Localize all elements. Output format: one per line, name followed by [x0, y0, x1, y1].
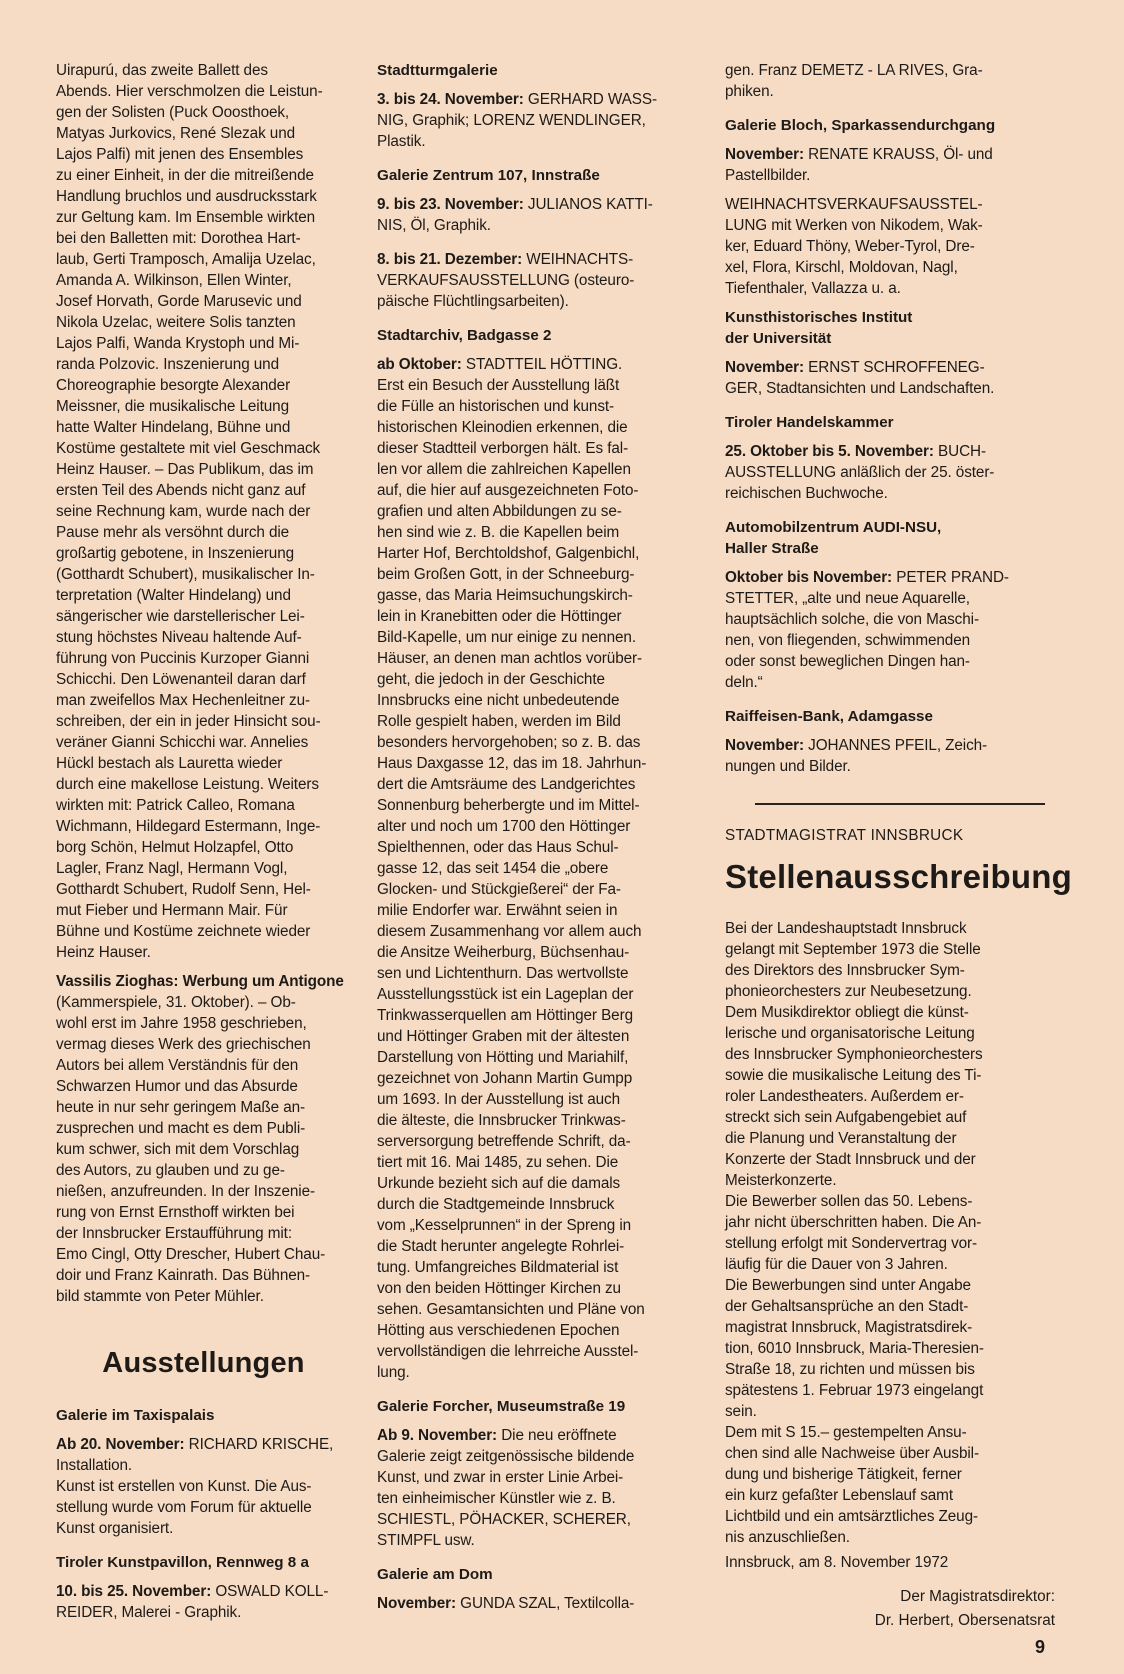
column-1 [56, 60, 351, 1623]
job-ad-paragraph-2: Dem Musikdirektor obliegt die künst- lerische und organisatorische Leitung des Innsbrucker Symphonieorchesters sowie die musikalische Leitung des Ti- roler Landestheaters. Außerdem er- streckt sich sein Aufgabengebiet auf die Planung und Veranstaltung der Konzerte der Stadt Innsbruck und der Meisterkonzerte. [725, 1004, 983, 1189]
venue-title-forcher: Galerie Forcher, Museumstraße 19 [377, 1398, 626, 1415]
signature-name: Dr. Herbert, Obersenatsrat [874, 1612, 1055, 1629]
job-ad-paragraph-5: Dem mit S 15.– gestempelten Ansu- chen sind alle Nachweise über Ausbil- dung und bisherige Tätigkeit, ferner ein kurz gefaßter Lebenslauf samt Lichtbild und ein amtsärztliches Zeug- nis anzuschließen. [725, 1424, 979, 1546]
venue-text-galerie-am-dom-continued: gen. Franz DEMETZ - LA RIVES, Gra- phiken. [725, 62, 983, 100]
venue-title-stadtarchiv: Stadtarchiv, Badgasse 2 [377, 327, 552, 344]
venue-text-forcher: Ab 9. November: Die neu eröffnete Galerie zeigt zeitgenössische bildende Kunst, und zwar in erster Linie Arbei- ten einheimischer Künstler wie z. B. SCHIESTL, PÖHACKER, SCHERER, STIMPFL usw. [377, 1427, 635, 1549]
ballet-review-text: Uirapurú, das zweite Ballett des Abends. Hier verschmolzen die Leistun- gen der Solisten (Puck Ooosthoek, Matyas Jurkovics, René Slezak und Lajos Palfi) mit jenen des Ensembles zu einer Einheit, in der die mitreißende Handlung bruchlos und ausdrucksstark zur Geltung kam. Im Ensemble wirkten bei den Balletten mit: Dorothea Hart- laub, Gerti Tramposch, Amalija Uzelac, Amanda A. Wilkinson, Ellen Winter, Josef Horvath, Gorde Marusevic und Nikola Uzelac, weitere Solis tanzten Lajos Palfi, Wanda Krystoph und Mi- randa Polzovic. Inszenierung und Choreographie besorgte Alexander Meissner, die musikalische Leitung hatte Walter Hindelang, Bühne und Kostüme gestaltete mit viel Geschmack Heinz Hauser. – Das Publikum, das im ersten Teil des Abends nicht ganz auf seine Rechnung kam, wurde nach der Pause mehr als versöhnt durch die großartig gebotene, in Inszenierung (Gotthardt Schubert), musikalischer In- terpretation (Walter Hindelang) und sängerischer wie darstellerischer Lei- stung höchstes Niveau haltende Auf- führung von Puccinis Kurzoper Gianni Schicchi. Den Löwenanteil daran darf man zweifellos Max Hechenleitner zu- schreiben, der ein in jeder Hinsicht sou- veräner Gianni Schicchi war. Annelies Hückl bestach als Lauretta wieder durch eine makellose Leistung. Weiters wirkten mit: Patrick Calleo, Romana Wichmann, Hildegard Estermann, Inge- borg Schön, Helmut Holzapfel, Otto Lagler, Franz Nagl, Hermann Vogl, Gotthardt Schubert, Rudolf Senn, Hel- mut Fieber und Hermann Mair. Für Bühne und Kostüme zeichnete wieder Heinz Hauser. [56, 62, 323, 961]
signature-role: Der Magistratsdirektor: [900, 1588, 1055, 1605]
venue-text-handelskammer: 25. Oktober bis 5. November: BUCH- AUSSTELLUNG anläßlich der 25. öster- reichischen Buchwoche. [725, 443, 995, 502]
venue-text-bloch-weihnacht: WEIHNACHTSVERKAUFSAUSSTEL- LUNG mit Werken von Nikodem, Wak- ker, Eduard Thöny, Weber-Tyrol, Dre- xel, Flora, Kirschl, Moldovan, Nagl, Tiefenthaler, Vallazza u. a. [725, 196, 983, 297]
venue-title-kunsthistorisches-institut: Kunsthistorisches Institut der Universität [725, 309, 913, 347]
venue-text-kunsthistorisches-institut: November: ERNST SCHROFFENEG- GER, Stadtansichten und Landschaften. [725, 359, 995, 397]
venue-text-bloch: November: RENATE KRAUSS, Öl- und Pastellbilder. [725, 146, 993, 184]
venue-title-zentrum-107: Galerie Zentrum 107, Innstraße [377, 167, 600, 184]
job-ad-paragraph-4: Die Bewerbungen sind unter Angabe der Gehaltsansprüche an den Stadt- magistrat Innsbruck, Magistratsdirek- tion, 6010 Innsbruck, Maria-Theresien- Straße 18, zu richten und müssen bis spätestens 1. Februar 1973 eingelangt sein. [725, 1277, 984, 1420]
job-ad-paragraph-1: Bei der Landeshauptstadt Innsbruck gelangt mit September 1973 die Stelle des Direktors des Innsbrucker Sym- phonieorchesters zur Neubesetzung. [725, 920, 981, 1000]
venue-text-zentrum-107: 9. bis 23. November: JULIANOS KATTI- NIS, Öl, Graphik. [377, 196, 653, 234]
venue-title-handelskammer: Tiroler Handelskammer [725, 414, 894, 431]
venue-text-zentrum-107-dezember: 8. bis 21. Dezember: WEIHNACHTS- VERKAUFSAUSSTELLUNG (osteuro- päische Flüchtlingsarbeiten). [377, 251, 635, 310]
antigone-review [56, 971, 351, 1307]
venue-text-stadtturmgalerie: 3. bis 24. November: GERHARD WASS- NIG, Graphik; LORENZ WENDLINGER, Plastik. [377, 91, 657, 150]
section-title-ausstellungen: Ausstellungen [102, 1347, 305, 1379]
venue-title-taxispalais: Galerie im Taxispalais [56, 1407, 215, 1424]
venue-text-stadtarchiv: ab Oktober: STADTTEIL HÖTTING. Erst ein Besuch der Ausstellung läßt die Fülle an historischen und kunst- historischen Kleinodien erkennen, die dieser Stadtteil verborgen hält. Es fal- len vor allem die zahlreichen Kapellen auf, die hier auf ausgezeichneten Foto- grafien und alten Abbildungen zu se- hen sind wie z. B. die Kapellen beim Harter Hof, Berchtoldshof, Galgenbichl, beim Großen Gott, in der Schneeburg- gasse, das Maria Heimsuchungskirch- lein in Kranebitten oder die Höttinger Bild-Kapelle, um nur einige zu nennen. Häuser, an denen man achtlos vorüber- geht, die jedoch in der Geschichte Innsbrucks eine nicht unbedeutende Rolle gespielt haben, werden im Bild besonders hervorgehoben; so z. B. das Haus Daxgasse 12, das im 18. Jahrhun- dert die Amtsräume des Landgerichtes Sonnenburg beherbergte und im Mittel- alter und noch um 1700 den Höttinger Spielthennen, oder das Haus Schul- gasse 12, das seit 1454 die „obere Glocken- und Stückgießerei“ der Fa- milie Endorfer war. Erwähnt seien in diesem Zusammenhang vor allem auch die Ansitze Weiherburg, Büchsenhau- sen und Lichtenthurn. Das wertvollste Ausstellungsstück ist ein Lageplan der Trinkwasserquellen am Höttinger Berg und Höttinger Graben mit der ältesten Darstellung von Hötting und Mariahilf, gezeichnet von Johann Martin Gumpp um 1693. In der Ausstellung ist auch die älteste, die Innsbrucker Trinkwas- serversorgung betreffende Schrift, da- tiert mit 16. Mai 1485, zu sehen. Die Urkunde bezieht sich auf die damals durch die Stadtgemeinde Innsbruck vom „Kesselprunnen“ in der Spreng in die Stadt herunter angelegte Rohrlei- tung. Umfangreiches Bildmaterial ist von den beiden Höttinger Kirchen zu sehen. Gesamtansichten und Pläne von Hötting aus verschiedenen Epochen vervollständigen die lehrreiche Ausstel- lung. [377, 356, 647, 1381]
antigone-review-text: (Kammerspiele, 31. Oktober). – Ob- wohl erst im Jahre 1958 geschrieben, vermag dieses Werk des griechischen Autors bei allem Verständnis für den Schwarzen Humor und das Absurde heute in nur sehr geringem Maße an- zusprechen und macht es dem Publi- kum schwer, sich mit dem Vorschlag des Autors, zu glauben und zu ge- nießen, anzufreunden. In der Inszenie- rung von Ernst Ernsthoff wirkten bei der Innsbrucker Erstaufführung mit: Emo Cingl, Otty Drescher, Hubert Chau- doir und Franz Kainrath. Das Bühnen- bild stammte von Peter Mühler. [56, 994, 326, 1305]
venue-text-raiffeisen: November: JOHANNES PFEIL, Zeich- nungen und Bilder. [725, 737, 988, 775]
venue-text-automobilzentrum: Oktober bis November: PETER PRAND- STETTER, „alte und neue Aquarelle, hauptsächlich solche, die von Maschi- nen, von fliegenden, schwimmenden oder sonst beweglichen Dingen han- deln.“ [725, 569, 1009, 691]
job-ad-paragraph-3: Die Bewerber sollen das 50. Lebens- jahr nicht überschritten haben. Die An- stellung erfolgt mit Sondervertrag vor- läufig für die Dauer von 3 Jahren. [725, 1193, 982, 1273]
venue-title-bloch: Galerie Bloch, Sparkassendurchgang [725, 117, 996, 134]
venue-title-automobilzentrum: Automobilzentrum AUDI-NSU, Haller Straße [725, 519, 942, 557]
venue-title-galerie-am-dom: Galerie am Dom [377, 1566, 493, 1583]
page-number: 9 [1035, 1637, 1046, 1657]
job-ad-date: Innsbruck, am 8. November 1972 [725, 1554, 949, 1571]
venue-text-kunstpavillon: 10. bis 25. November: OSWALD KOLL- REIDER, Malerei - Graphik. [56, 1583, 329, 1621]
venue-title-raiffeisen: Raiffeisen-Bank, Adamgasse [725, 708, 933, 725]
column-3 [725, 60, 1072, 1633]
venue-title-kunstpavillon: Tiroler Kunstpavillon, Rennweg 8 a [56, 1554, 309, 1571]
venue-title-stadtturmgalerie: Stadtturmgalerie [377, 62, 498, 79]
antigone-review-title: Vassilis Zioghas: Werbung um Antigone [56, 973, 344, 990]
venue-text-taxispalais: Ab 20. November: RICHARD KRISCHE, Installation. Kunst ist erstellen von Kunst. Die Aus- stellung wurde vom Forum für aktuelle Kunst organisiert. [56, 1436, 334, 1537]
column-2 [377, 60, 697, 1614]
job-ad-headline: Stellenausschreibung [725, 858, 1072, 895]
job-ad-organization: STADTMAGISTRAT INNSBRUCK [725, 827, 964, 844]
venue-text-galerie-am-dom: November: GUNDA SZAL, Textilcolla- [377, 1595, 635, 1612]
